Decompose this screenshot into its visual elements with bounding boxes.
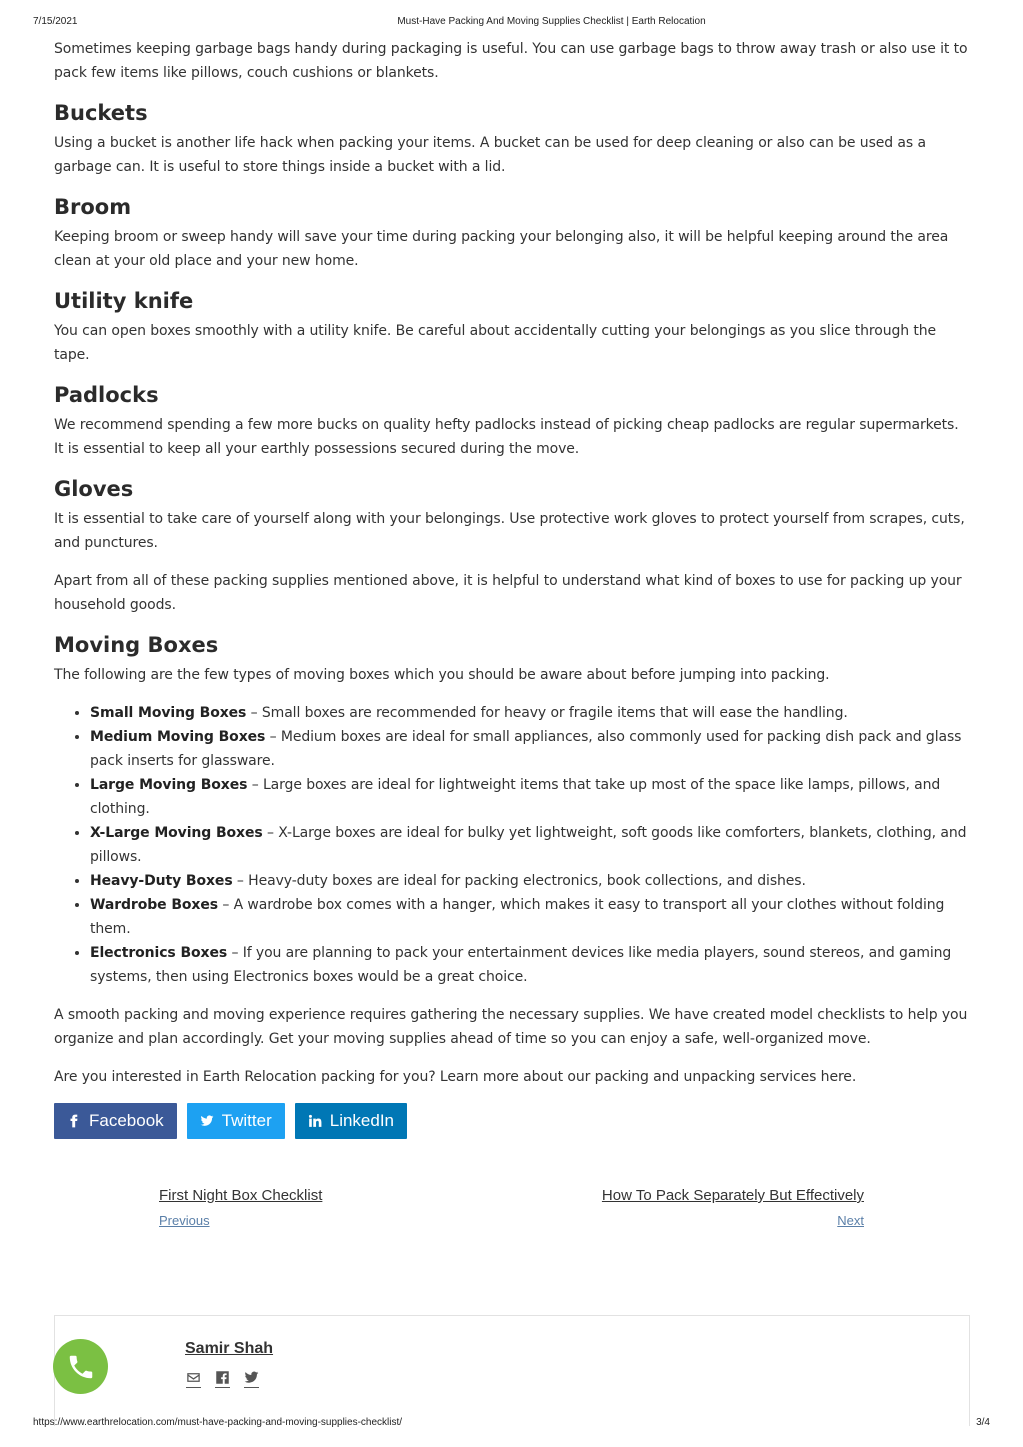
cta-paragraph: Are you interested in Earth Relocation packing for you? Learn more about our packing and unpacking services here. <box>54 1069 857 1085</box>
list-item <box>90 941 972 989</box>
list-item-name: Heavy-Duty Boxes <box>90 873 233 889</box>
print-page-title: Must-Have Packing And Moving Supplies Checklist | Earth Relocation <box>397 16 706 27</box>
section-text-padlocks: We recommend spending a few more bucks on quality hefty padlocks instead of picking cheap padlocks are regular supermarkets. It is essential to keep all your earthly possessions secured during the move. <box>54 417 959 457</box>
list-item-desc: – A wardrobe box comes with a hanger, which makes it easy to transport all your clothes without folding them. <box>90 897 945 937</box>
section-text-broom: Keeping broom or sweep handy will save your time during packing your belonging also, it will be helpful keeping around the area clean at your old place and your new home. <box>54 229 949 269</box>
list-item-name: Small Moving Boxes <box>90 705 247 721</box>
print-header <box>0 16 1023 30</box>
list-item-name: Medium Moving Boxes <box>90 729 266 745</box>
previous-post-link[interactable]: First Night Box Checklist <box>159 1187 323 1204</box>
linkedin-icon <box>308 1114 322 1128</box>
list-item <box>90 701 972 725</box>
section-heading-buckets: Buckets <box>54 101 148 125</box>
closing-paragraph: A smooth packing and moving experience requires gathering the necessary supplies. We have created model checklists to help you organize and plan accordingly. Get your moving supplies ahead of time so you can enjoy a safe, well-organized move. <box>54 1007 968 1047</box>
list-item <box>90 725 972 773</box>
section-heading-gloves: Gloves <box>54 477 134 501</box>
call-button[interactable] <box>53 1339 108 1394</box>
twitter-share-button[interactable] <box>187 1103 285 1139</box>
list-item <box>90 821 972 869</box>
section-text-buckets: Using a bucket is another life hack when packing your items. A bucket can be used for deep cleaning or also can be used as a garbage can. It is useful to store things inside a bucket with a lid. <box>54 135 926 175</box>
previous-post <box>159 1185 322 1228</box>
next-label[interactable]: Next <box>837 1213 864 1228</box>
list-item-desc: – Small boxes are recommended for heavy or fragile items that will ease the handling. <box>246 705 848 721</box>
list-item-name: Large Moving Boxes <box>90 777 248 793</box>
section-heading-moving-boxes: Moving Boxes <box>54 633 219 657</box>
author-box <box>54 1315 970 1426</box>
list-item <box>90 869 972 893</box>
moving-boxes-list <box>54 701 972 989</box>
list-item-name: X-Large Moving Boxes <box>90 825 263 841</box>
linkedin-share-button[interactable] <box>295 1103 407 1139</box>
intro-paragraph: Sometimes keeping garbage bags handy during packaging is useful. You can use garbage bags to throw away trash or also use it to pack few items like pillows, couch cushions or blankets. <box>54 41 968 81</box>
list-item-name: Wardrobe Boxes <box>90 897 218 913</box>
twitter-share-label: Twitter <box>221 1111 272 1130</box>
article-content <box>54 37 972 1139</box>
section-text-gloves: It is essential to take care of yourself along with your belongings. Use protective work gloves to protect yourself from scrapes, cuts, and punctures. <box>54 511 965 551</box>
author-email-link[interactable] <box>186 1370 201 1388</box>
author-twitter-link[interactable] <box>244 1370 259 1388</box>
facebook-share-label: Facebook <box>89 1111 164 1130</box>
list-item-desc: – If you are planning to pack your entertainment devices like media players, sound stereos, and gaming systems, then using Electronics boxes would be a great choice. <box>90 945 952 985</box>
previous-label[interactable]: Previous <box>159 1213 210 1228</box>
print-page-number: 3/4 <box>976 1417 990 1428</box>
share-buttons <box>54 1103 972 1139</box>
list-item-desc: – Medium boxes are ideal for small appliances, also commonly used for packing dish pack and glass pack inserts for glassware. <box>90 729 962 769</box>
facebook-icon <box>67 1114 81 1128</box>
twitter-icon <box>244 1370 259 1385</box>
apart-paragraph: Apart from all of these packing supplies mentioned above, it is helpful to understand what kind of boxes to use for packing up your household goods. <box>54 573 962 613</box>
linkedin-share-label: LinkedIn <box>329 1111 395 1130</box>
print-date: 7/15/2021 <box>33 16 78 27</box>
next-post-link[interactable]: How To Pack Separately But Effectively <box>601 1187 864 1204</box>
section-heading-padlocks: Padlocks <box>54 383 159 407</box>
section-text-utility-knife: You can open boxes smoothly with a utility knife. Be careful about accidentally cutting your belongings as you slice through the tape. <box>54 323 937 363</box>
list-item <box>90 893 972 941</box>
print-url: https://www.earthrelocation.com/must-have-packing-and-moving-supplies-checklist/ <box>33 1417 403 1428</box>
print-footer <box>0 1417 1023 1431</box>
list-item-desc: – Large boxes are ideal for lightweight items that take up most of the space like lamps, pillows, and clothing. <box>90 777 941 817</box>
twitter-icon <box>200 1114 214 1128</box>
author-social-links <box>186 1370 259 1388</box>
email-icon <box>186 1370 201 1385</box>
facebook-icon <box>215 1370 230 1385</box>
list-item-desc: – X-Large boxes are ideal for bulky yet lightweight, soft goods like comforters, blankets, clothing, and pillows. <box>90 825 967 865</box>
list-item <box>90 773 972 821</box>
phone-icon <box>66 1352 96 1382</box>
author-name-link[interactable]: Samir Shah <box>185 1340 274 1357</box>
section-heading-broom: Broom <box>54 195 132 219</box>
list-item-desc: – Heavy-duty boxes are ideal for packing electronics, book collections, and dishes. <box>232 873 806 889</box>
section-heading-utility-knife: Utility knife <box>54 289 194 313</box>
next-post <box>602 1185 864 1228</box>
moving-boxes-intro: The following are the few types of moving boxes which you should be aware about before jumping into packing. <box>54 667 830 683</box>
facebook-share-button[interactable] <box>54 1103 177 1139</box>
list-item-name: Electronics Boxes <box>90 945 228 961</box>
post-navigation <box>159 1185 864 1245</box>
author-facebook-link[interactable] <box>215 1370 230 1388</box>
